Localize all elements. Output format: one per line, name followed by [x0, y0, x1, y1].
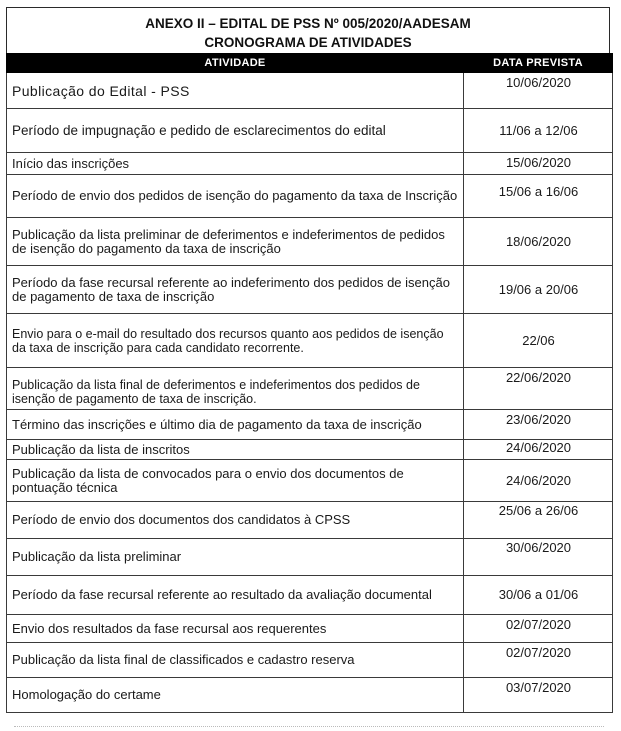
date-cell: 19/06 a 20/06 [464, 266, 613, 314]
activity-cell: Início das inscrições [7, 153, 464, 175]
activity-cell: Publicação da lista final de classificados e cadastro reserva [7, 643, 464, 678]
date-cell: 24/06/2020 [464, 460, 613, 502]
table-row [7, 576, 613, 615]
activity-cell: Período da fase recursal referente ao indeferimento dos pedidos de isenção de pagamento de taxa de inscrição [7, 266, 464, 314]
table-row [7, 314, 613, 368]
table-row [7, 73, 613, 109]
activity-cell: Publicação do Edital - PSS [7, 73, 464, 109]
table-row [7, 643, 613, 678]
activity-cell: Período da fase recursal referente ao resultado da avaliação documental [7, 576, 464, 615]
schedule-document [6, 7, 610, 713]
date-cell: 10/06/2020 [464, 73, 613, 109]
activity-cell: Publicação da lista final de deferimentos e indeferimentos dos pedidos de isenção de pagamento de taxa de inscrição. [7, 368, 464, 410]
table-row [7, 175, 613, 218]
table-row [7, 266, 613, 314]
activity-cell: Período de envio dos documentos dos candidatos à CPSS [7, 502, 464, 539]
table-header-row [7, 54, 613, 73]
table-row [7, 218, 613, 266]
date-cell: 22/06/2020 [464, 368, 613, 410]
table-row [7, 539, 613, 576]
activity-cell: Término das inscrições e último dia de pagamento da taxa de inscrição [7, 410, 464, 440]
date-cell: 11/06 a 12/06 [464, 109, 613, 153]
column-header-activity: ATIVIDADE [7, 54, 464, 73]
table-row [7, 460, 613, 502]
table-row [7, 368, 613, 410]
schedule-table [6, 53, 613, 713]
date-cell: 23/06/2020 [464, 410, 613, 440]
date-cell: 15/06 a 16/06 [464, 175, 613, 218]
table-row [7, 410, 613, 440]
date-cell: 18/06/2020 [464, 218, 613, 266]
table-row [7, 153, 613, 175]
date-cell: 30/06/2020 [464, 539, 613, 576]
date-cell: 22/06 [464, 314, 613, 368]
date-cell: 02/07/2020 [464, 615, 613, 643]
activity-cell: Homologação do certame [7, 678, 464, 713]
date-cell: 02/07/2020 [464, 643, 613, 678]
column-header-date: DATA PREVISTA [464, 54, 613, 73]
activity-cell: Publicação da lista de inscritos [7, 440, 464, 460]
table-row [7, 678, 613, 713]
page-bottom-rule [14, 726, 604, 729]
date-cell: 30/06 a 01/06 [464, 576, 613, 615]
activity-cell: Envio para o e-mail do resultado dos recursos quanto aos pedidos de isenção da taxa de inscrição para cada candidato recorrente. [7, 314, 464, 368]
activity-cell: Publicação da lista de convocados para o envio dos documentos de pontuação técnica [7, 460, 464, 502]
activity-cell: Publicação da lista preliminar [7, 539, 464, 576]
table-row [7, 109, 613, 153]
document-header [6, 7, 610, 53]
activity-cell: Período de envio dos pedidos de isenção do pagamento da taxa de Inscrição [7, 175, 464, 218]
table-row [7, 615, 613, 643]
document-title: ANEXO II – EDITAL DE PSS Nº 005/2020/AADESAM [145, 16, 471, 31]
date-cell: 24/06/2020 [464, 440, 613, 460]
activity-cell: Envio dos resultados da fase recursal aos requerentes [7, 615, 464, 643]
date-cell: 15/06/2020 [464, 153, 613, 175]
document-subtitle: CRONOGRAMA DE ATIVIDADES [204, 35, 412, 50]
date-cell: 25/06 a 26/06 [464, 502, 613, 539]
date-cell: 03/07/2020 [464, 678, 613, 713]
activity-cell: Período de impugnação e pedido de esclarecimentos do edital [7, 109, 464, 153]
activity-cell: Publicação da lista preliminar de deferimentos e indeferimentos de pedidos de isenção do pagamento da taxa de inscrição [7, 218, 464, 266]
table-row [7, 502, 613, 539]
table-row [7, 440, 613, 460]
